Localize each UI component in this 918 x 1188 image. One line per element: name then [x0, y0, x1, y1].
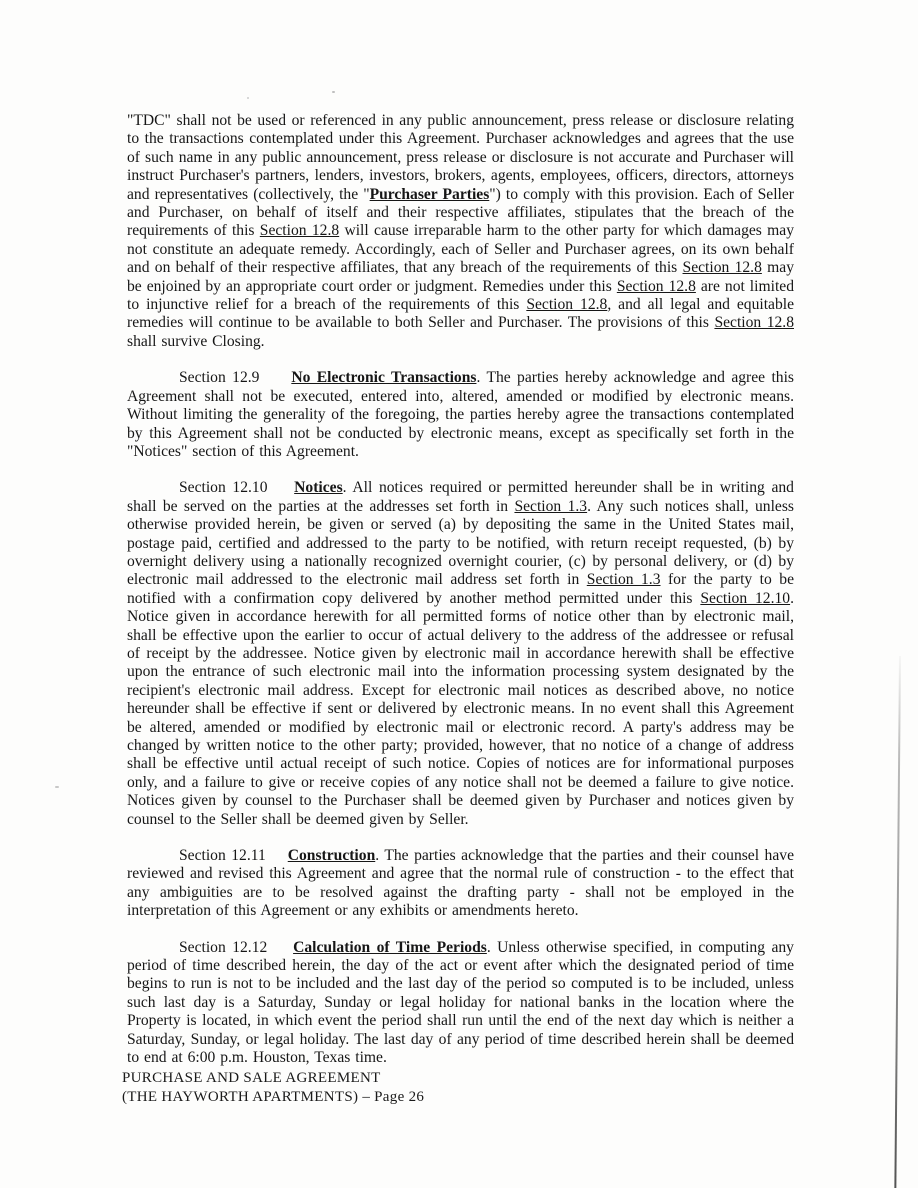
text-segment: . Any such notices shall, unless otherwise provided herein, be given or served (a) by depositing the same in the United States mail, postage paid, certified and addressed to the party to be notified, with return receipt requested, (b) by overnight delivery using a nationally recognized overnight courier, (c) by personal delivery, or (d) by electronic mail addressed to the electronic mail address set forth in — [127, 497, 794, 589]
section-reference: Section 12.8 — [526, 296, 608, 314]
section-reference: Section 12.8 — [616, 277, 696, 295]
scan-speck — [247, 97, 249, 99]
scan-speck — [332, 91, 335, 93]
defined-term: No Electronic Transactions — [291, 369, 477, 387]
text-segment: ") to comply with this provision. Each of Seller and Purchaser, on behalf of itself and their respective affiliates, stipulates that the breach of the requirements of this — [127, 185, 794, 240]
text-segment: are not limited to injunctive relief for a breach of the requirements of this — [127, 277, 794, 314]
defined-term: Calculation of Time Periods — [293, 938, 487, 956]
text-segment: . Unless otherwise specified, in computing any period of time described herein, the day of the act or event after which the designated period of time begins to run is not to be included and the last day of the period so computed is to be included, unless such last day is a Saturday, Sunday or legal holiday for national banks in the location where the Property is located, in which event the period shall run until the end of the next day which is neither a Saturday, Sunday, or legal holiday. The last day of any period of time described herein shall be deemed to end at 6:00 p.m. Houston, Texas time. — [127, 938, 794, 1067]
text-segment: may be enjoined by an appropriate court order or judgment. Remedies under this — [127, 259, 794, 295]
footer-title: PURCHASE AND SALE AGREEMENT — [122, 1070, 381, 1086]
text-segment: . The parties acknowledge that the parties and their counsel have reviewed and revised this Agreement and agree that the normal rule of construction - to the effect that any ambiguities are to be resolved against the drafting party - shall not be employed in the interpretation of this Agreement or any exhibits or amendments hereto. — [127, 847, 794, 920]
text-segment: . Notice given in accordance herewith for all permitted forms of notice other than by electronic mail, shall be effective upon the earlier to occur of actual delivery to the address of the addressee or refusal of receipt by the addressee. Notice given by electronic mail in accordance herewith shall be effective upon the entrance of such electronic mail into the information processing system designated by the recipient's electronic mail address. Except for electronic mail notices as described above, no notice hereunder shall be effective if sent or delivered by electronic means. In no event shall this Agreement be altered, amended or modified by electronic mail or electronic record. A party's address may be changed by written notice to the other party; provided, however, that no notice of a change of address shall be effective until actual receipt of such notice. Copies of notices are for informational purposes only, and a failure to give or receive copies of any notice shall not be deemed a failure to give notice. Notices given by counsel to the Purchaser shall be deemed given by Purchaser and notices given by counsel to the Seller shall be deemed given by Seller. — [127, 589, 794, 828]
section-reference: Section 12.10 — [700, 589, 791, 607]
section-reference: Section 1.3 — [514, 497, 588, 515]
defined-term: Construction — [287, 847, 376, 865]
text-segment: will cause irreparable harm to the other party for which damages may not constitute an adequate remedy. Accordingly, each of Seller and Purchaser agrees, on its own behalf and on behalf of their respective affiliates, that any breach of the requirements of this — [127, 222, 795, 277]
text-segment: for the party to be notified with a confirmation copy delivered by another method permitted under this — [127, 571, 794, 607]
paragraph — [127, 939, 794, 1068]
text-segment: . The parties hereby acknowledge and agree this Agreement shall not be executed, entered into, altered, amended or modified by electronic means. Without limiting the generality of the foregoing, the parties hereby agree the transactions contemplated by this Agreement shall not be conducted by electronic means, except as specifically set forth in the "Notices" section of this Agreement. — [127, 369, 794, 460]
paragraph — [127, 369, 794, 461]
footer-page-number: (THE HAYWORTH APARTMENTS) – Page 26 — [122, 1089, 425, 1105]
text-segment: , and all legal and equitable remedies will continue to be available to both Seller and Purchaser. The provisions of this — [127, 296, 795, 332]
text-segment: . All notices required or permitted hereunder shall be in writing and shall be served on the parties at the addresses set forth in — [127, 479, 794, 515]
scan-speck — [55, 786, 59, 788]
text-segment: Section 12.12 — [179, 938, 294, 956]
document-footer — [122, 1069, 424, 1107]
text-segment: Section 12.9 — [179, 369, 292, 387]
section-reference: Section 12.8 — [714, 314, 794, 332]
text-segment: "TDC" shall not be used or referenced in any public announcement, press release or disclosure relating to the transactions contemplated under this Agreement. Purchaser acknowledges and agrees that the use of such name in any public announcement, press release or disclosure is not accurate and Purchaser will instruct Purchaser's partners, lenders, investors, brokers, agents, employees, officers, directors, attorneys and representatives (collectively, the " — [127, 112, 794, 203]
paragraph — [127, 112, 794, 351]
text-segment: shall survive Closing. — [127, 332, 265, 350]
paragraph — [127, 479, 794, 829]
defined-term: Purchaser Parties — [369, 185, 490, 203]
section-reference: Section 12.8 — [682, 259, 762, 277]
section-reference: Section 1.3 — [586, 571, 661, 589]
section-reference: Section 12.8 — [259, 222, 340, 240]
text-segment: Section 12.10 — [179, 479, 295, 497]
text-segment: Section 12.11 — [179, 847, 288, 865]
defined-term: Notices — [294, 479, 343, 497]
paragraph — [127, 847, 794, 921]
document-body — [127, 112, 794, 1086]
scan-artifact-line — [894, 656, 900, 1188]
